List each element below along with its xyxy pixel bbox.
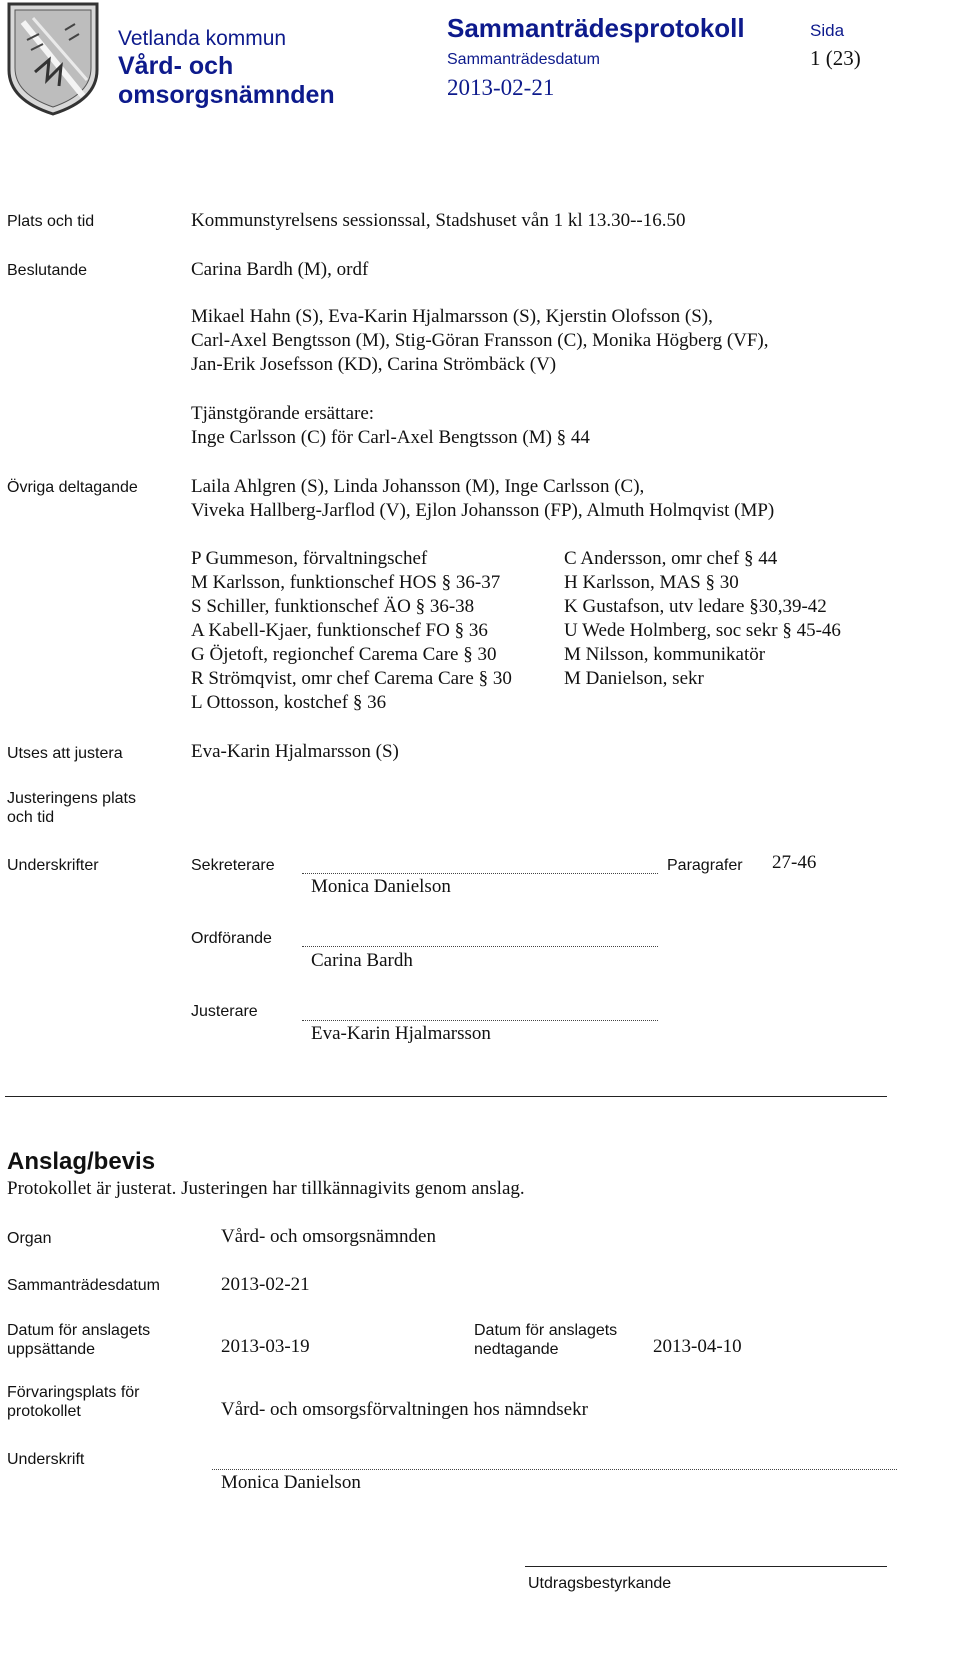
place-and-time-value: Kommunstyrelsens sessionssal, Stadshuset vån 1 kl 13.30--16.50 [191, 210, 686, 231]
staff-left-item: M Karlsson, funktionschef HOS § 36-37 [191, 572, 501, 593]
signature-name: Monica Danielson [221, 1472, 361, 1493]
storage-label-line1: Förvaringsplats för [7, 1384, 140, 1401]
place-and-time-label: Plats och tid [7, 213, 95, 230]
signature-line [302, 946, 658, 947]
notice-date-value: 2013-02-21 [221, 1274, 310, 1295]
adjuster-appointed-value: Eva-Karin Hjalmarsson (S) [191, 741, 399, 762]
posted-date-label-line2: uppsättande [7, 1341, 96, 1358]
adjuster-appointed-label: Utses att justera [7, 745, 123, 762]
decision-makers-label: Beslutande [7, 262, 88, 279]
staff-right-item: K Gustafson, utv ledare §30,39-42 [564, 596, 827, 617]
member-line: Jan-Erik Josefsson (KD), Carina Strömbäck (V) [191, 354, 557, 375]
other-participant-line: Viveka Hallberg-Jarflod (V), Ejlon Johansson (FP), Almuth Holmqvist (MP) [191, 500, 775, 521]
signature-line [302, 1020, 658, 1021]
notice-date-label: Sammanträdesdatum [7, 1277, 160, 1294]
staff-right-item: H Karlsson, MAS § 30 [564, 572, 739, 593]
signatures-label: Underskrifter [7, 857, 99, 874]
removed-date-label-line2: nedtagande [474, 1341, 559, 1358]
staff-right-item: C Andersson, omr chef § 44 [564, 548, 778, 569]
posted-date-value: 2013-03-19 [221, 1336, 310, 1357]
organ-label: Organ [7, 1230, 52, 1247]
staff-right-item: M Nilsson, kommunikatör [564, 644, 766, 665]
paragraphs-value: 27-46 [772, 852, 817, 873]
signature-line [212, 1469, 897, 1470]
other-participants-label: Övriga deltagande [7, 479, 138, 496]
certification-label: Utdragsbestyrkande [528, 1575, 672, 1592]
posted-date-label-line1: Datum för anslagets [7, 1322, 151, 1339]
chair-signature-name: Carina Bardh [311, 950, 413, 971]
member-line: Mikael Hahn (S), Eva-Karin Hjalmarsson (S), Kjerstin Olofsson (S), [191, 306, 713, 327]
meeting-date-label: Sammanträdesdatum [447, 51, 600, 68]
municipality-name: Vetlanda kommun [118, 27, 287, 50]
chair-signature-label: Ordförande [191, 930, 272, 947]
substitutes-title: Tjänstgörande ersättare: [191, 403, 375, 424]
secretary-name: Monica Danielson [311, 876, 451, 897]
staff-right-item: M Danielson, sekr [564, 668, 704, 689]
storage-value: Vård- och omsorgsförvaltningen hos nämndsekr [221, 1399, 588, 1420]
municipality-coat-of-arms [5, 0, 101, 118]
notice-title: Anslag/bevis [7, 1148, 156, 1175]
adjuster-signature-label: Justerare [191, 1003, 258, 1020]
staff-left-item: R Strömqvist, omr chef Carema Care § 30 [191, 668, 512, 689]
staff-left-item: A Kabell-Kjaer, funktionschef FO § 36 [191, 620, 488, 641]
adjuster-signature-name: Eva-Karin Hjalmarsson [311, 1023, 491, 1044]
page-number: 1 (23) [810, 46, 861, 70]
staff-left-item: P Gummeson, förvaltningschef [191, 548, 428, 569]
meeting-date-value: 2013-02-21 [447, 75, 555, 100]
document-title: Sammanträdesprotokoll [447, 13, 745, 43]
member-line: Carl-Axel Bengtsson (M), Stig-Göran Fransson (C), Monika Högberg (VF), [191, 330, 769, 351]
certification-line [525, 1566, 887, 1567]
storage-label-line2: protokollet [7, 1403, 81, 1420]
staff-left-item: L Ottosson, kostchef § 36 [191, 692, 387, 713]
page-label: Sida [810, 21, 845, 40]
board-name-line2: omsorgsnämnden [118, 81, 335, 109]
other-participant-line: Laila Ahlgren (S), Linda Johansson (M), Inge Carlsson (C), [191, 476, 645, 497]
paragraphs-label: Paragrafer [667, 857, 743, 874]
notice-text: Protokollet är justerat. Justeringen har tillkännagivits genom anslag. [7, 1178, 525, 1199]
secretary-label: Sekreterare [191, 857, 275, 874]
removed-date-value: 2013-04-10 [653, 1336, 742, 1357]
organ-value: Vård- och omsorgsnämnden [221, 1226, 436, 1247]
staff-right-item: U Wede Holmberg, soc sekr § 45-46 [564, 620, 841, 641]
staff-left-item: S Schiller, funktionschef ÄO § 36-38 [191, 596, 475, 617]
board-name-line1: Vård- och [118, 52, 234, 80]
substitutes-value: Inge Carlsson (C) för Carl-Axel Bengtsson (M) § 44 [191, 427, 590, 448]
adjustment-place-label-line1: Justeringens plats [7, 790, 136, 807]
section-divider [5, 1096, 887, 1097]
signature-label: Underskrift [7, 1451, 85, 1468]
signature-line [302, 873, 658, 874]
removed-date-label-line1: Datum för anslagets [474, 1322, 618, 1339]
staff-left-item: G Öjetoft, regionchef Carema Care § 30 [191, 644, 497, 665]
adjustment-place-label-line2: och tid [7, 809, 55, 826]
chairperson: Carina Bardh (M), ordf [191, 259, 369, 280]
